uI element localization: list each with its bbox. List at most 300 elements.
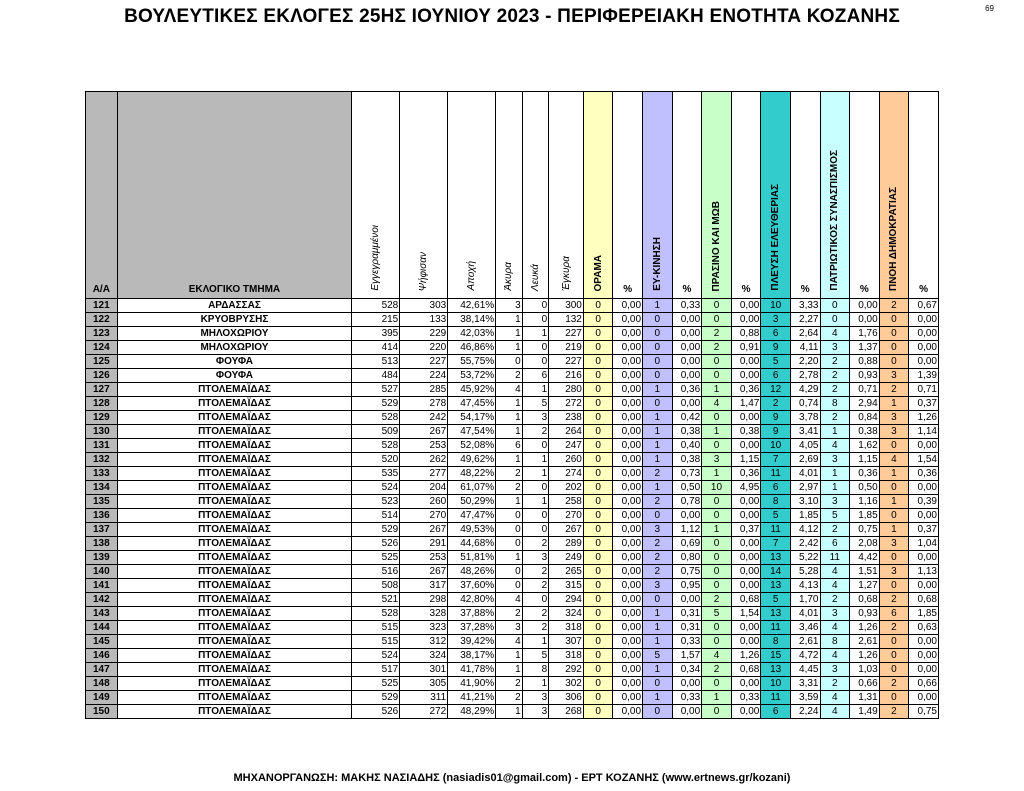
row-akyra: 1 bbox=[496, 649, 523, 663]
row-party-3-pct: 1,47 bbox=[731, 397, 761, 411]
row-eggegrammenoi: 535 bbox=[352, 467, 400, 481]
row-aa: 127 bbox=[86, 383, 118, 397]
row-party-1-votes: 0 bbox=[583, 677, 613, 691]
row-akyra: 1 bbox=[496, 425, 523, 439]
table-row bbox=[86, 341, 939, 355]
row-aa: 141 bbox=[86, 579, 118, 593]
row-party-2-pct: 1,57 bbox=[672, 649, 702, 663]
row-party-6-pct: 0,75 bbox=[909, 705, 939, 719]
row-party-2-pct: 0,38 bbox=[672, 425, 702, 439]
row-party-5-pct: 0,93 bbox=[850, 369, 880, 383]
page-title: ΒΟΥΛΕΥΤΙΚΕΣ ΕΚΛΟΓΕΣ 25ΗΣ ΙΟΥΝΙΟΥ 2023 - ΠΕΡΙΦΕΡΕΙΑΚΗ ΕΝΟΤΗΤΑ ΚΟΖΑΝΗΣ bbox=[124, 6, 900, 27]
row-akyra: 0 bbox=[496, 523, 523, 537]
row-party-6-votes: 0 bbox=[879, 649, 909, 663]
row-party-2-pct: 0,38 bbox=[672, 453, 702, 467]
row-party-6-votes: 3 bbox=[879, 411, 909, 425]
row-party-5-votes: 4 bbox=[820, 565, 850, 579]
row-apoxi: 47,45% bbox=[448, 397, 496, 411]
row-tmima: ΠΤΟΛΕΜΑΪΔΑΣ bbox=[117, 607, 352, 621]
row-egkyra: 216 bbox=[549, 369, 584, 383]
row-akyra: 0 bbox=[496, 565, 523, 579]
row-party-5-votes: 0 bbox=[820, 313, 850, 327]
row-party-2-votes: 1 bbox=[643, 635, 673, 649]
row-party-2-pct: 0,42 bbox=[672, 411, 702, 425]
row-party-3-votes: 0 bbox=[702, 495, 732, 509]
row-party-3-pct: 0,00 bbox=[731, 579, 761, 593]
header-eggegrammenoi bbox=[352, 92, 400, 299]
row-party-2-pct: 0,73 bbox=[672, 467, 702, 481]
row-party-1-pct: 0,00 bbox=[613, 369, 643, 383]
row-lefka: 0 bbox=[522, 509, 549, 523]
row-apoxi: 44,68% bbox=[448, 537, 496, 551]
header-party-6-label: ΠΝΟΗ ΔΗΜΟΚΡΑΤΙΑΣ bbox=[888, 186, 900, 291]
row-akyra: 4 bbox=[496, 635, 523, 649]
row-party-2-votes: 2 bbox=[643, 495, 673, 509]
row-party-6-pct: 1,26 bbox=[909, 411, 939, 425]
row-eggegrammenoi: 517 bbox=[352, 663, 400, 677]
row-akyra: 0 bbox=[496, 537, 523, 551]
header-pct-6: % bbox=[909, 92, 939, 299]
row-party-2-votes: 0 bbox=[643, 327, 673, 341]
row-party-2-pct: 0,00 bbox=[672, 397, 702, 411]
row-party-1-pct: 0,00 bbox=[613, 579, 643, 593]
row-party-6-votes: 0 bbox=[879, 439, 909, 453]
row-psifisan: 278 bbox=[400, 397, 448, 411]
row-akyra: 1 bbox=[496, 341, 523, 355]
row-party-6-pct: 0,00 bbox=[909, 649, 939, 663]
row-party-1-votes: 0 bbox=[583, 537, 613, 551]
header-lefka-label: Λευκά bbox=[529, 263, 541, 291]
table-row bbox=[86, 439, 939, 453]
row-akyra: 1 bbox=[496, 327, 523, 341]
row-apoxi: 61,07% bbox=[448, 481, 496, 495]
row-party-4-votes: 6 bbox=[761, 705, 791, 719]
row-akyra: 1 bbox=[496, 663, 523, 677]
row-party-1-votes: 0 bbox=[583, 551, 613, 565]
row-party-4-votes: 11 bbox=[761, 467, 791, 481]
row-lefka: 0 bbox=[522, 313, 549, 327]
row-party-6-votes: 4 bbox=[879, 453, 909, 467]
row-party-4-pct: 1,85 bbox=[790, 509, 820, 523]
row-apoxi: 37,60% bbox=[448, 579, 496, 593]
row-eggegrammenoi: 513 bbox=[352, 355, 400, 369]
header-psifisan bbox=[400, 92, 448, 299]
row-party-4-pct: 3,10 bbox=[790, 495, 820, 509]
table-row bbox=[86, 607, 939, 621]
row-party-2-pct: 0,36 bbox=[672, 383, 702, 397]
row-party-5-pct: 1,51 bbox=[850, 565, 880, 579]
row-eggegrammenoi: 524 bbox=[352, 481, 400, 495]
row-party-6-votes: 2 bbox=[879, 705, 909, 719]
row-egkyra: 302 bbox=[549, 677, 584, 691]
row-party-4-pct: 5,22 bbox=[790, 551, 820, 565]
row-party-3-votes: 0 bbox=[702, 411, 732, 425]
row-party-6-votes: 0 bbox=[879, 327, 909, 341]
row-aa: 135 bbox=[86, 495, 118, 509]
row-party-2-pct: 0,40 bbox=[672, 439, 702, 453]
row-apoxi: 49,62% bbox=[448, 453, 496, 467]
row-party-3-pct: 0,36 bbox=[731, 467, 761, 481]
row-party-5-votes: 3 bbox=[820, 341, 850, 355]
row-akyra: 0 bbox=[496, 355, 523, 369]
row-party-1-pct: 0,00 bbox=[613, 663, 643, 677]
row-eggegrammenoi: 215 bbox=[352, 313, 400, 327]
row-party-6-pct: 1,54 bbox=[909, 453, 939, 467]
header-egkyra-label: Έγκυρα bbox=[560, 256, 572, 291]
row-tmima: ΠΤΟΛΕΜΑΪΔΑΣ bbox=[117, 691, 352, 705]
row-party-1-votes: 0 bbox=[583, 565, 613, 579]
table-row bbox=[86, 635, 939, 649]
row-party-4-votes: 6 bbox=[761, 327, 791, 341]
row-tmima: ΠΤΟΛΕΜΑΪΔΑΣ bbox=[117, 495, 352, 509]
row-party-3-votes: 1 bbox=[702, 691, 732, 705]
row-psifisan: 267 bbox=[400, 523, 448, 537]
header-apoxi-label: Αποχή bbox=[466, 261, 478, 291]
row-tmima: ΠΤΟΛΕΜΑΪΔΑΣ bbox=[117, 551, 352, 565]
row-party-6-votes: 1 bbox=[879, 397, 909, 411]
table-body bbox=[86, 299, 939, 719]
row-party-5-pct: 1,15 bbox=[850, 453, 880, 467]
header-pct-5: % bbox=[850, 92, 880, 299]
row-party-1-votes: 0 bbox=[583, 467, 613, 481]
row-party-6-pct: 0,00 bbox=[909, 691, 939, 705]
row-psifisan: 133 bbox=[400, 313, 448, 327]
header-akyra bbox=[496, 92, 523, 299]
row-tmima: ΠΤΟΛΕΜΑΪΔΑΣ bbox=[117, 677, 352, 691]
row-lefka: 3 bbox=[522, 551, 549, 565]
row-aa: 140 bbox=[86, 565, 118, 579]
row-party-5-pct: 1,26 bbox=[850, 621, 880, 635]
row-party-2-votes: 0 bbox=[643, 593, 673, 607]
row-party-2-votes: 0 bbox=[643, 369, 673, 383]
row-party-4-votes: 8 bbox=[761, 635, 791, 649]
row-party-4-pct: 4,13 bbox=[790, 579, 820, 593]
row-eggegrammenoi: 525 bbox=[352, 677, 400, 691]
row-party-3-pct: 0,38 bbox=[731, 425, 761, 439]
row-party-3-votes: 0 bbox=[702, 579, 732, 593]
row-party-4-votes: 2 bbox=[761, 397, 791, 411]
row-party-2-votes: 0 bbox=[643, 355, 673, 369]
row-party-3-pct: 0,00 bbox=[731, 705, 761, 719]
row-party-4-pct: 3,41 bbox=[790, 425, 820, 439]
row-psifisan: 303 bbox=[400, 299, 448, 313]
row-party-1-votes: 0 bbox=[583, 621, 613, 635]
row-eggegrammenoi: 515 bbox=[352, 635, 400, 649]
row-party-2-votes: 0 bbox=[643, 397, 673, 411]
row-party-5-pct: 1,76 bbox=[850, 327, 880, 341]
row-psifisan: 242 bbox=[400, 411, 448, 425]
row-aa: 123 bbox=[86, 327, 118, 341]
table-row bbox=[86, 355, 939, 369]
row-party-4-pct: 1,70 bbox=[790, 593, 820, 607]
row-apoxi: 52,08% bbox=[448, 439, 496, 453]
row-akyra: 1 bbox=[496, 411, 523, 425]
row-party-5-votes: 2 bbox=[820, 355, 850, 369]
row-party-6-pct: 0,00 bbox=[909, 481, 939, 495]
row-apoxi: 55,75% bbox=[448, 355, 496, 369]
row-party-5-votes: 3 bbox=[820, 607, 850, 621]
row-party-4-pct: 4,01 bbox=[790, 467, 820, 481]
row-party-3-pct: 1,26 bbox=[731, 649, 761, 663]
row-aa: 129 bbox=[86, 411, 118, 425]
row-party-2-pct: 0,00 bbox=[672, 509, 702, 523]
row-eggegrammenoi: 395 bbox=[352, 327, 400, 341]
row-aa: 121 bbox=[86, 299, 118, 313]
row-akyra: 2 bbox=[496, 691, 523, 705]
header-egkyra bbox=[549, 92, 584, 299]
row-party-1-pct: 0,00 bbox=[613, 299, 643, 313]
row-party-3-votes: 1 bbox=[702, 467, 732, 481]
row-tmima: ΠΤΟΛΕΜΑΪΔΑΣ bbox=[117, 663, 352, 677]
row-tmima: ΠΤΟΛΕΜΑΪΔΑΣ bbox=[117, 509, 352, 523]
row-eggegrammenoi: 508 bbox=[352, 579, 400, 593]
row-party-2-pct: 0,75 bbox=[672, 565, 702, 579]
row-egkyra: 306 bbox=[549, 691, 584, 705]
row-party-4-pct: 2,78 bbox=[790, 369, 820, 383]
row-lefka: 2 bbox=[522, 425, 549, 439]
row-party-6-votes: 0 bbox=[879, 341, 909, 355]
row-party-6-votes: 0 bbox=[879, 663, 909, 677]
row-psifisan: 328 bbox=[400, 607, 448, 621]
row-party-5-pct: 1,03 bbox=[850, 663, 880, 677]
row-lefka: 3 bbox=[522, 411, 549, 425]
row-lefka: 1 bbox=[522, 453, 549, 467]
row-party-3-votes: 0 bbox=[702, 621, 732, 635]
row-egkyra: 227 bbox=[549, 327, 584, 341]
row-party-4-votes: 9 bbox=[761, 425, 791, 439]
row-party-3-votes: 5 bbox=[702, 607, 732, 621]
row-apoxi: 42,80% bbox=[448, 593, 496, 607]
row-party-1-pct: 0,00 bbox=[613, 607, 643, 621]
row-aa: 137 bbox=[86, 523, 118, 537]
row-party-4-pct: 3,59 bbox=[790, 691, 820, 705]
row-party-5-pct: 0,84 bbox=[850, 411, 880, 425]
row-apoxi: 48,26% bbox=[448, 565, 496, 579]
row-psifisan: 253 bbox=[400, 551, 448, 565]
row-party-2-votes: 0 bbox=[643, 341, 673, 355]
row-party-4-pct: 4,12 bbox=[790, 523, 820, 537]
row-party-6-pct: 0,68 bbox=[909, 593, 939, 607]
row-aa: 126 bbox=[86, 369, 118, 383]
table-row bbox=[86, 663, 939, 677]
row-party-6-votes: 2 bbox=[879, 621, 909, 635]
row-party-4-votes: 7 bbox=[761, 537, 791, 551]
row-party-1-pct: 0,00 bbox=[613, 495, 643, 509]
row-psifisan: 317 bbox=[400, 579, 448, 593]
row-psifisan: 227 bbox=[400, 355, 448, 369]
table-row bbox=[86, 495, 939, 509]
row-party-5-votes: 8 bbox=[820, 635, 850, 649]
row-tmima: ΚΡΥΟΒΡΥΣΗΣ bbox=[117, 313, 352, 327]
row-tmima: ΠΤΟΛΕΜΑΪΔΑΣ bbox=[117, 593, 352, 607]
row-party-5-pct: 0,68 bbox=[850, 593, 880, 607]
row-party-4-votes: 6 bbox=[761, 369, 791, 383]
row-party-2-votes: 2 bbox=[643, 565, 673, 579]
table-row bbox=[86, 467, 939, 481]
row-party-5-pct: 0,36 bbox=[850, 467, 880, 481]
row-lefka: 1 bbox=[522, 495, 549, 509]
row-party-6-votes: 0 bbox=[879, 691, 909, 705]
row-tmima: ΦΟΥΦΑ bbox=[117, 355, 352, 369]
row-egkyra: 265 bbox=[549, 565, 584, 579]
row-party-1-pct: 0,00 bbox=[613, 537, 643, 551]
row-party-2-pct: 0,00 bbox=[672, 313, 702, 327]
row-egkyra: 315 bbox=[549, 579, 584, 593]
row-party-6-pct: 0,00 bbox=[909, 509, 939, 523]
row-party-3-pct: 0,00 bbox=[731, 621, 761, 635]
row-aa: 143 bbox=[86, 607, 118, 621]
row-party-2-pct: 0,00 bbox=[672, 327, 702, 341]
table-row bbox=[86, 425, 939, 439]
row-party-4-pct: 4,01 bbox=[790, 607, 820, 621]
row-aa: 146 bbox=[86, 649, 118, 663]
row-party-1-votes: 0 bbox=[583, 635, 613, 649]
row-party-1-pct: 0,00 bbox=[613, 355, 643, 369]
row-apoxi: 47,47% bbox=[448, 509, 496, 523]
row-party-1-pct: 0,00 bbox=[613, 327, 643, 341]
row-lefka: 3 bbox=[522, 705, 549, 719]
row-party-6-votes: 2 bbox=[879, 593, 909, 607]
row-akyra: 6 bbox=[496, 439, 523, 453]
row-lefka: 0 bbox=[522, 341, 549, 355]
row-party-1-pct: 0,00 bbox=[613, 439, 643, 453]
row-party-2-votes: 1 bbox=[643, 691, 673, 705]
row-party-5-pct: 2,94 bbox=[850, 397, 880, 411]
row-apoxi: 42,61% bbox=[448, 299, 496, 313]
row-party-1-pct: 0,00 bbox=[613, 313, 643, 327]
row-party-1-pct: 0,00 bbox=[613, 635, 643, 649]
row-party-1-votes: 0 bbox=[583, 369, 613, 383]
header-party-2-label: ΕΥ-ΚΙΝΗΣΗ bbox=[651, 237, 663, 291]
row-party-3-votes: 0 bbox=[702, 565, 732, 579]
row-party-3-pct: 0,37 bbox=[731, 523, 761, 537]
row-eggegrammenoi: 524 bbox=[352, 649, 400, 663]
row-party-6-pct: 0,37 bbox=[909, 523, 939, 537]
row-party-2-votes: 1 bbox=[643, 411, 673, 425]
row-party-1-votes: 0 bbox=[583, 341, 613, 355]
row-eggegrammenoi: 529 bbox=[352, 397, 400, 411]
row-party-3-pct: 0,68 bbox=[731, 593, 761, 607]
row-egkyra: 258 bbox=[549, 495, 584, 509]
row-party-2-votes: 3 bbox=[643, 579, 673, 593]
header-party-2 bbox=[643, 92, 673, 299]
row-akyra: 1 bbox=[496, 453, 523, 467]
row-egkyra: 300 bbox=[549, 299, 584, 313]
row-party-4-votes: 9 bbox=[761, 411, 791, 425]
row-aa: 139 bbox=[86, 551, 118, 565]
row-egkyra: 307 bbox=[549, 635, 584, 649]
row-party-3-votes: 1 bbox=[702, 425, 732, 439]
row-akyra: 2 bbox=[496, 481, 523, 495]
row-egkyra: 280 bbox=[549, 383, 584, 397]
row-party-6-votes: 2 bbox=[879, 383, 909, 397]
row-eggegrammenoi: 516 bbox=[352, 565, 400, 579]
header-psifisan-label: Ψήφισαν bbox=[418, 251, 430, 291]
row-akyra: 4 bbox=[496, 383, 523, 397]
row-party-5-pct: 1,49 bbox=[850, 705, 880, 719]
row-party-1-pct: 0,00 bbox=[613, 425, 643, 439]
row-party-1-votes: 0 bbox=[583, 481, 613, 495]
row-party-3-votes: 2 bbox=[702, 663, 732, 677]
row-lefka: 1 bbox=[522, 383, 549, 397]
row-party-2-pct: 0,33 bbox=[672, 691, 702, 705]
row-akyra: 1 bbox=[496, 551, 523, 565]
row-party-4-votes: 6 bbox=[761, 481, 791, 495]
row-party-3-votes: 0 bbox=[702, 635, 732, 649]
row-apoxi: 50,29% bbox=[448, 495, 496, 509]
row-psifisan: 312 bbox=[400, 635, 448, 649]
row-party-4-votes: 15 bbox=[761, 649, 791, 663]
header-tmima: ΕΚΛΟΓΙΚΟ ΤΜΗΜΑ bbox=[117, 92, 352, 299]
row-party-1-pct: 0,00 bbox=[613, 341, 643, 355]
row-akyra: 3 bbox=[496, 299, 523, 313]
row-party-4-votes: 5 bbox=[761, 509, 791, 523]
header-party-6 bbox=[879, 92, 909, 299]
page-number: 69 bbox=[985, 4, 994, 13]
row-party-2-pct: 0,50 bbox=[672, 481, 702, 495]
row-psifisan: 220 bbox=[400, 341, 448, 355]
row-party-6-pct: 0,71 bbox=[909, 383, 939, 397]
row-party-5-pct: 1,16 bbox=[850, 495, 880, 509]
row-tmima: ΠΤΟΛΕΜΑΪΔΑΣ bbox=[117, 537, 352, 551]
header-akyra-label: Άκυρα bbox=[503, 262, 515, 291]
row-psifisan: 270 bbox=[400, 509, 448, 523]
row-eggegrammenoi: 528 bbox=[352, 607, 400, 621]
row-party-4-pct: 2,64 bbox=[790, 327, 820, 341]
row-party-1-pct: 0,00 bbox=[613, 383, 643, 397]
row-party-5-votes: 8 bbox=[820, 397, 850, 411]
row-party-3-pct: 0,00 bbox=[731, 495, 761, 509]
row-party-5-votes: 3 bbox=[820, 663, 850, 677]
row-apoxi: 49,53% bbox=[448, 523, 496, 537]
row-party-6-pct: 0,00 bbox=[909, 439, 939, 453]
header-lefka bbox=[522, 92, 549, 299]
row-party-4-votes: 11 bbox=[761, 621, 791, 635]
row-lefka: 8 bbox=[522, 663, 549, 677]
row-lefka: 0 bbox=[522, 593, 549, 607]
row-party-3-pct: 1,54 bbox=[731, 607, 761, 621]
row-party-2-votes: 1 bbox=[643, 453, 673, 467]
row-party-4-votes: 7 bbox=[761, 453, 791, 467]
row-lefka: 5 bbox=[522, 397, 549, 411]
row-lefka: 1 bbox=[522, 327, 549, 341]
row-aa: 148 bbox=[86, 677, 118, 691]
row-tmima: ΠΤΟΛΕΜΑΪΔΑΣ bbox=[117, 621, 352, 635]
row-party-2-votes: 0 bbox=[643, 509, 673, 523]
row-party-4-pct: 2,20 bbox=[790, 355, 820, 369]
row-party-5-votes: 4 bbox=[820, 579, 850, 593]
row-party-2-votes: 5 bbox=[643, 649, 673, 663]
row-eggegrammenoi: 484 bbox=[352, 369, 400, 383]
row-party-2-pct: 0,00 bbox=[672, 341, 702, 355]
row-party-5-pct: 0,71 bbox=[850, 383, 880, 397]
row-lefka: 6 bbox=[522, 369, 549, 383]
row-party-1-votes: 0 bbox=[583, 663, 613, 677]
row-lefka: 2 bbox=[522, 621, 549, 635]
row-party-1-pct: 0,00 bbox=[613, 593, 643, 607]
row-lefka: 0 bbox=[522, 481, 549, 495]
header-pct-1: % bbox=[613, 92, 643, 299]
row-eggegrammenoi: 414 bbox=[352, 341, 400, 355]
row-tmima: ΠΤΟΛΕΜΑΪΔΑΣ bbox=[117, 439, 352, 453]
row-party-1-votes: 0 bbox=[583, 509, 613, 523]
row-party-2-pct: 0,95 bbox=[672, 579, 702, 593]
row-party-3-votes: 0 bbox=[702, 677, 732, 691]
row-party-4-pct: 4,11 bbox=[790, 341, 820, 355]
row-party-1-votes: 0 bbox=[583, 299, 613, 313]
row-party-2-votes: 2 bbox=[643, 467, 673, 481]
row-party-1-votes: 0 bbox=[583, 607, 613, 621]
